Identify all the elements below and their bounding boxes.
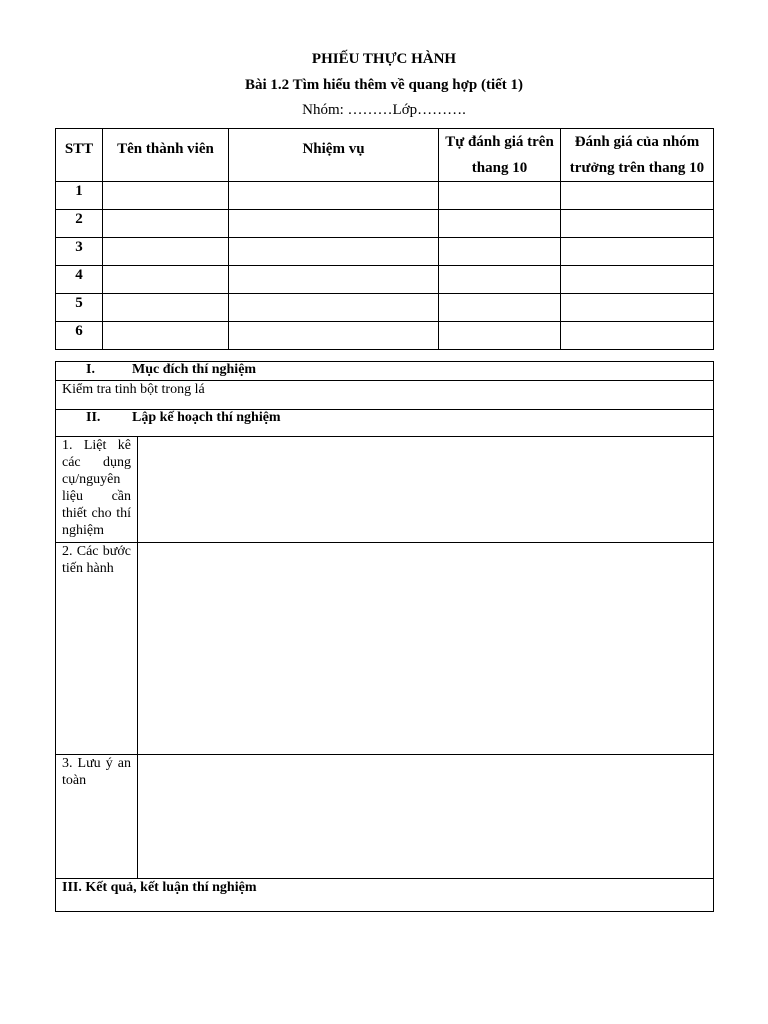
table-row [56, 210, 714, 238]
member-name-cell[interactable] [103, 238, 229, 266]
section-title: Mục đích thí nghiệm [132, 362, 257, 377]
self-score-cell[interactable] [439, 322, 561, 350]
purpose-content-row [56, 381, 714, 410]
task-cell[interactable] [229, 238, 439, 266]
self-score-cell[interactable] [439, 266, 561, 294]
self-score-cell[interactable] [439, 238, 561, 266]
column-header-task: Nhiệm vụ [229, 129, 439, 182]
members-table [55, 128, 714, 350]
table-row [56, 322, 714, 350]
section-numeral: II. [86, 410, 101, 425]
materials-label: 1. Liệt kê các dụng cụ/nguyên liệu cần thiết cho thí nghiệm [56, 437, 138, 543]
self-score-cell[interactable] [439, 182, 561, 210]
task-cell[interactable] [229, 182, 439, 210]
leader-score-cell[interactable] [561, 182, 714, 210]
leader-score-cell[interactable] [561, 210, 714, 238]
results-title[interactable]: III. Kết quả, kết luận thí nghiệm [56, 879, 714, 912]
page-title: PHIẾU THỰC HÀNH [311, 51, 457, 67]
member-name-cell[interactable] [103, 210, 229, 238]
member-name-cell[interactable] [103, 294, 229, 322]
column-header-leader-assessment: Đánh giá của nhóm trưởng trên thang 10 [561, 129, 714, 182]
section-heading-plan [56, 410, 714, 437]
row-number: 4 [56, 266, 103, 294]
group-class-line: Nhóm: ………Lớp………. [302, 102, 466, 118]
column-header-member-name: Tên thành viên [103, 129, 229, 182]
row-number: 2 [56, 210, 103, 238]
safety-answer-cell[interactable] [138, 755, 714, 879]
table-row [56, 266, 714, 294]
leader-score-cell[interactable] [561, 238, 714, 266]
section-heading-purpose [56, 362, 714, 381]
self-score-cell[interactable] [439, 294, 561, 322]
row-number: 5 [56, 294, 103, 322]
members-header-row [56, 129, 714, 182]
self-score-cell[interactable] [439, 210, 561, 238]
table-row [56, 294, 714, 322]
safety-label: 3. Lưu ý an toàn [56, 755, 138, 879]
member-name-cell[interactable] [103, 182, 229, 210]
leader-score-cell[interactable] [561, 294, 714, 322]
section-heading-results [56, 879, 714, 912]
leader-score-cell[interactable] [561, 322, 714, 350]
table-row [56, 238, 714, 266]
purpose-content[interactable]: Kiểm tra tinh bột trong lá [56, 381, 714, 410]
plan-row-materials [56, 437, 714, 543]
plan-row-steps [56, 543, 714, 755]
section-numeral: I. [86, 362, 95, 377]
section-title: Lập kế hoạch thí nghiệm [132, 410, 281, 425]
task-cell[interactable] [229, 294, 439, 322]
task-cell[interactable] [229, 322, 439, 350]
column-header-self-assessment: Tự đánh giá trên thang 10 [439, 129, 561, 182]
steps-label: 2. Các bước tiến hành [56, 543, 138, 755]
row-number: 6 [56, 322, 103, 350]
table-row [56, 182, 714, 210]
lesson-subtitle: Bài 1.2 Tìm hiểu thêm về quang hợp (tiết 1) [244, 77, 524, 93]
plan-row-safety [56, 755, 714, 879]
task-cell[interactable] [229, 266, 439, 294]
leader-score-cell[interactable] [561, 266, 714, 294]
column-header-stt: STT [56, 129, 103, 182]
member-name-cell[interactable] [103, 266, 229, 294]
experiment-table [55, 361, 714, 912]
row-number: 1 [56, 182, 103, 210]
materials-answer-cell[interactable] [138, 437, 714, 543]
steps-answer-cell[interactable] [138, 543, 714, 755]
member-name-cell[interactable] [103, 322, 229, 350]
task-cell[interactable] [229, 210, 439, 238]
row-number: 3 [56, 238, 103, 266]
